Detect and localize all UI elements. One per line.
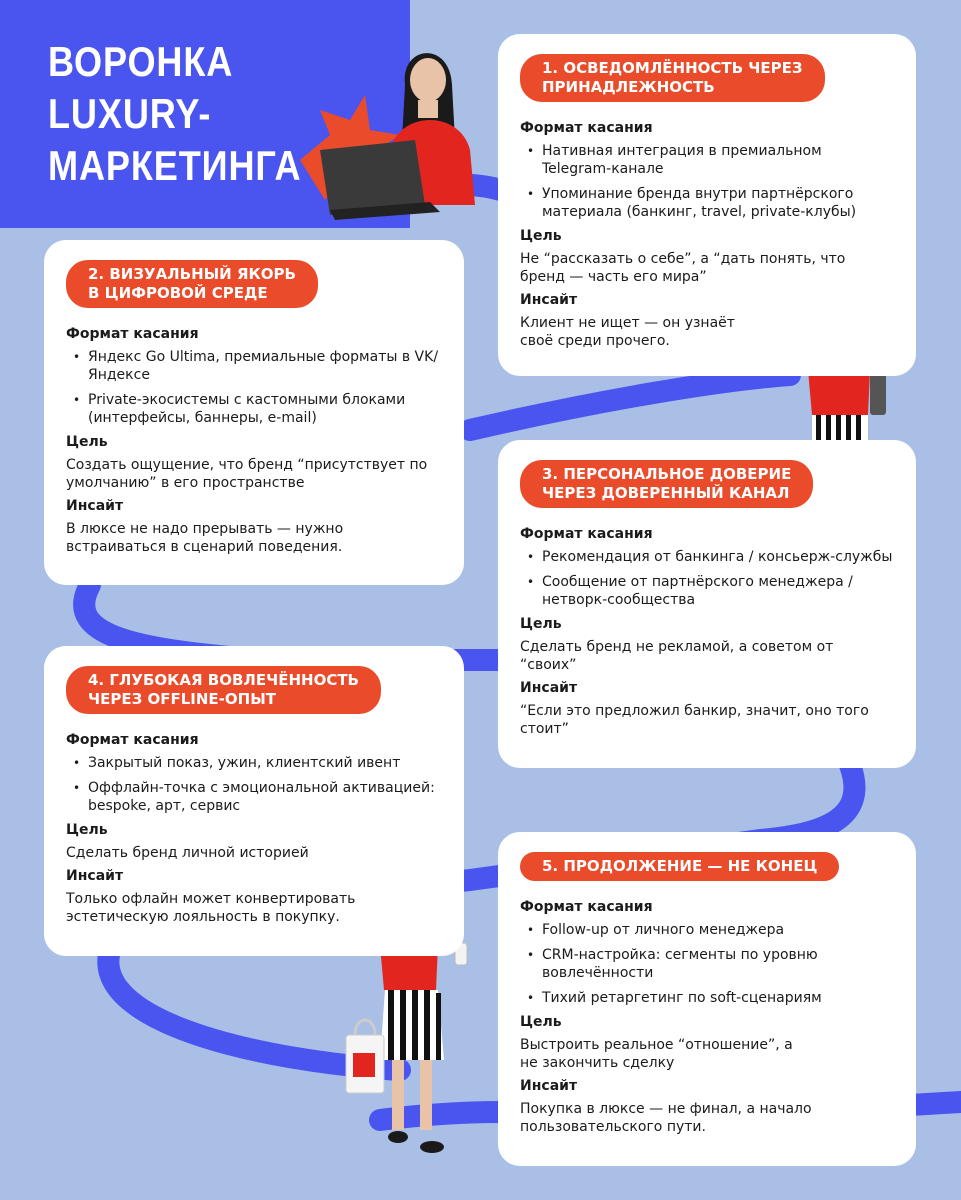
card-3-title: 3. ПЕРСОНАЛЬНОЕ ДОВЕРИЕ ЧЕРЕЗ ДОВЕРЕННЫЙ КАНАЛ — [520, 460, 813, 508]
card-3-goal-heading: Цель — [520, 616, 562, 632]
card-4-insight-heading: Инсайт — [66, 868, 124, 884]
card-4-insight-text: Только офлайн может конвертировать эстетическую лояльность в покупку. — [66, 891, 356, 925]
card-2-format-heading: Формат касания — [66, 326, 199, 342]
card-5-insight-text: Покупка в люксе — не финал, а начало пользовательского пути. — [520, 1101, 812, 1135]
list-item: • Яндекс Go Ultima, премиальные форматы в VK/Яндексе — [66, 348, 442, 384]
card-2-insight-text: В люксе не надо прерывать — нужно встраиваться в сценарий поведения. — [66, 521, 344, 555]
list-item: • Follow-up от личного менеджера — [520, 921, 894, 939]
card-3-personal-trust — [498, 440, 916, 768]
card-5-title: 5. ПРОДОЛЖЕНИЕ — НЕ КОНЕЦ — [520, 852, 839, 881]
card-4-bullets — [66, 754, 442, 815]
card-1-goal-heading: Цель — [520, 228, 562, 244]
card-1-awareness — [498, 34, 916, 376]
card-2-insight-heading: Инсайт — [66, 498, 124, 514]
list-item: • Оффлайн-точка с эмоциональной активацией: bespoke, арт, сервис — [66, 779, 442, 815]
card-3-format-heading: Формат касания — [520, 526, 653, 542]
list-item: • Упоминание бренда внутри партнёрского материала (банкинг, travel, private-клубы) — [520, 185, 894, 221]
card-3-goal-text: Сделать бренд не рекламой, а советом от “своих” — [520, 639, 834, 673]
list-item: • Тихий ретаргетинг по soft-сценариям — [520, 989, 894, 1007]
woman-laptop-illustration — [290, 40, 490, 230]
list-item: • Рекомендация от банкинга / консьерж-службы — [520, 548, 894, 566]
card-1-bullets — [520, 142, 894, 221]
title-line-2: МАРКЕТИНГА — [48, 142, 302, 189]
list-item: • Сообщение от партнёрского менеджера / нетворк-сообщества — [520, 573, 894, 609]
card-4-format-heading: Формат касания — [66, 732, 199, 748]
card-3-bullets — [520, 548, 894, 609]
card-3-insight-text: “Если это предложил банкир, значит, оно того стоит” — [520, 703, 869, 737]
card-5-format-heading: Формат касания — [520, 899, 653, 915]
list-item: • CRM-настройка: сегменты по уровню вовлечённости — [520, 946, 894, 982]
card-2-goal-text: Создать ощущение, что бренд “присутствует по умолчанию” в его пространстве — [66, 457, 428, 491]
list-item: • Private-экосистемы с кастомными блоками (интерфейсы, баннеры, e-mail) — [66, 391, 442, 427]
card-4-offline-engagement — [44, 646, 464, 956]
card-4-goal-text: Сделать бренд личной историей — [66, 845, 309, 861]
card-5-goal-text: Выстроить реальное “отношение”, а не закончить сделку — [520, 1037, 793, 1071]
card-1-insight-text: Клиент не ищет — он узнаёт своё среди прочего. — [520, 315, 735, 349]
card-2-goal-heading: Цель — [66, 434, 108, 450]
card-1-format-heading: Формат касания — [520, 120, 653, 136]
card-5-insight-heading: Инсайт — [520, 1078, 578, 1094]
card-2-bullets — [66, 348, 442, 427]
card-5-continuation — [498, 832, 916, 1166]
card-4-goal-heading: Цель — [66, 822, 108, 838]
card-5-bullets — [520, 921, 894, 1007]
card-2-visual-anchor — [44, 240, 464, 585]
card-4-title: 4. ГЛУБОКАЯ ВОВЛЕЧЁННОСТЬ ЧЕРЕЗ OFFLINE-ОПЫТ — [66, 666, 381, 714]
list-item: • Нативная интеграция в премиальном Telegram-канале — [520, 142, 894, 178]
title-line-1: ВОРОНКА LUXURY- — [48, 38, 234, 137]
card-1-insight-heading: Инсайт — [520, 292, 578, 308]
card-5-goal-heading: Цель — [520, 1014, 562, 1030]
list-item: • Закрытый показ, ужин, клиентский ивент — [66, 754, 442, 772]
card-1-title: 1. ОСВЕДОМЛЁННОСТЬ ЧЕРЕЗ ПРИНАДЛЕЖНОСТЬ — [520, 54, 825, 102]
card-2-title: 2. ВИЗУАЛЬНЫЙ ЯКОРЬ В ЦИФРОВОЙ СРЕДЕ — [66, 260, 318, 308]
card-1-goal-text: Не “рассказать о себе”, а “дать понять, что бренд — часть его мира” — [520, 251, 846, 285]
card-3-insight-heading: Инсайт — [520, 680, 578, 696]
